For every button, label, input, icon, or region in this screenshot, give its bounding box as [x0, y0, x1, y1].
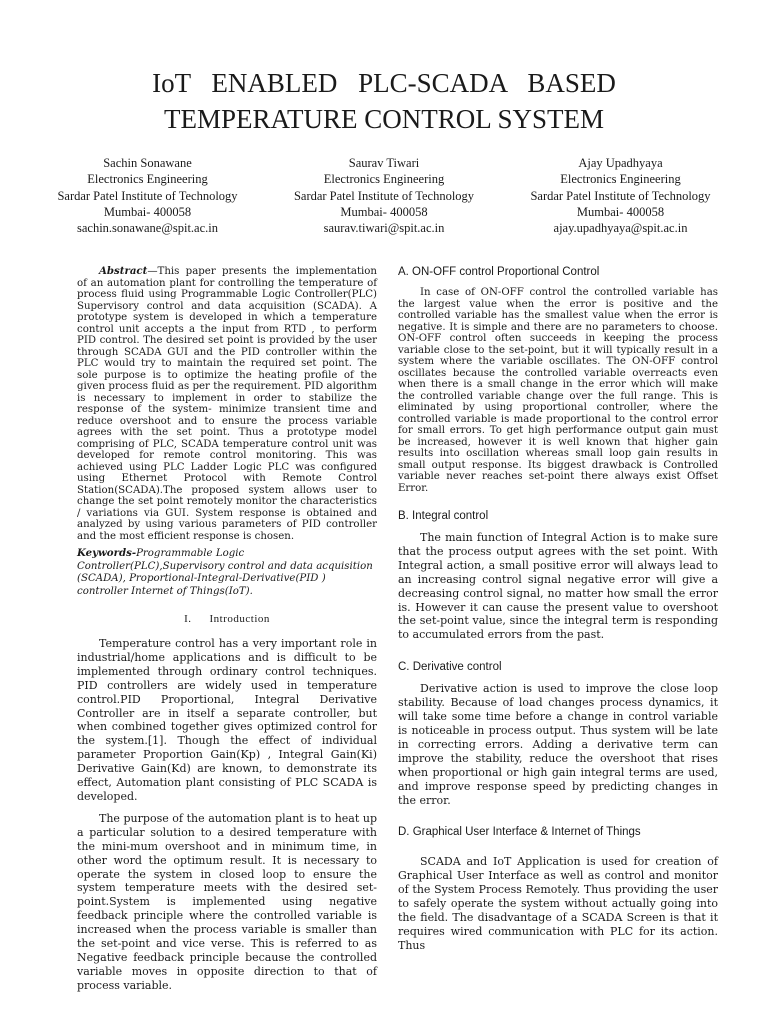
author-city: Mumbai- 400058	[103, 204, 192, 219]
author-city: Mumbai- 400058	[576, 204, 665, 219]
keywords	[77, 547, 377, 598]
author-department: Electronics Engineering	[323, 172, 445, 187]
subsection-heading-c: C. Derivative control	[398, 661, 502, 674]
left-column	[77, 266, 377, 993]
subsection-c-text: Derivative action is used to improve the close loop stability. Because of load changes process dynamics, it will take some time before a change in control variable is noticeable in process output. Thus system will be late in correcting errors. Adding a derivative term can improve the stability, reduce the overshoot that rises when proportional or high gain integral terms are used, and improve response speed by predicting changes in the error.	[398, 682, 718, 807]
right-column	[398, 266, 718, 953]
author-department: Electronics Engineering	[560, 172, 681, 187]
author-name: Saurav Tiwari	[348, 156, 420, 170]
subsection-b-text: The main function of Integral Action is to make sure that the process output agrees with the set point. With Integral action, a small positive error will always lead to an increasing control signal negative error will give a decreasing control signal, no matter how small the error is. However it can cause the present value to overshoot the set-point value, since the integral term is responding to accumulated errors from the past.	[398, 531, 718, 642]
section-title: Introduction	[209, 613, 270, 625]
subsection-heading-a: A. ON-OFF control Proportional Control	[398, 266, 600, 278]
subsection-d-text: SCADA and IoT Application is used for creation of Graphical User Interface as well as control and monitor of the System Process Remotely. Thus providing the user to safely operate the system without actually going into the field. The disadvantage of a SCADA Screen is that it requires wired communication with PLC for its action. Thus	[398, 855, 718, 952]
author-name: Sachin Sonawane	[103, 156, 192, 170]
author-email: sachin.sonawane@spit.ac.in	[77, 221, 218, 236]
author-name: Ajay Upadhyaya	[578, 156, 663, 170]
keywords-text: Programmable Logic Controller(PLC),Supervisory control and data acquisition (SCADA), Proportional-Integral-Derivative(PID ) controller Internet of Things(IoT).	[77, 548, 373, 597]
author-email: saurav.tiwari@spit.ac.in	[323, 221, 445, 236]
section-heading-introduction	[77, 613, 377, 625]
author-2	[277, 155, 492, 236]
author-3	[513, 155, 728, 236]
paper-title-line-1: IoT ENABLED PLC-SCADA BASED	[152, 68, 616, 98]
author-1	[40, 155, 255, 236]
keywords-label: Keywords-	[77, 547, 137, 559]
author-email: ajay.upadhyaya@spit.ac.in	[553, 221, 688, 236]
subsection-heading-b: B. Integral control	[398, 510, 489, 522]
author-institute: Sardar Patel Institute of Technology	[530, 188, 711, 203]
author-block	[40, 155, 728, 236]
author-institute: Sardar Patel Institute of Technology	[293, 188, 475, 203]
author-institute: Sardar Patel Institute of Technology	[57, 188, 238, 203]
abstract-text: This paper presents the implementation of an automation plant for controlling the temperature of process fluid using Programmable Logic Controller(PLC) Supervisory control and data acquisition (SCADA). A prototype system is developed in which a temperature control unit accepts a the input from RTD , to perform PID control. The desired set point is provided by the user through SCADA GUI and the PID controller within the PLC would try to maintain the required set point. The sole purpose is to optimize the heating profile of the given process fluid as per the requirement. PID algorithm is necessary to implement in order to stabilize the response of the system- minimize transient time and reduce overshoot and to ensure the process variable agrees with the set point. Thus a prototype model comprising of PLC, SCADA temperature control unit was developed for remote control monitoring. This was achieved using PLC Ladder Logic PLC was configured using Ethernet Protocol with Remote Control Station(SCADA).The proposed system allows user to change the set point remotely monitor the characteristics / variations via GUI. System response is obtained and analyzed by using various parameters of PID controller and the most efficient response is chosen.	[77, 266, 377, 542]
paper-title-line-2: TEMPERATURE CONTROL SYSTEM	[163, 104, 605, 134]
author-city: Mumbai- 400058	[340, 204, 428, 219]
section-number: I.	[184, 613, 192, 625]
author-department: Electronics Engineering	[87, 172, 208, 187]
abstract-label: Abstract	[99, 265, 148, 277]
intro-paragraph-2: The purpose of the automation plant is to heat up a particular solution to a desired temperature with the mini-mum overshoot and in minimum time, in other word the optimum result. It is necessary to operate the system in closed loop to ensure the system temperature meets with the desired set-point.System is implemented using negative feedback principle where the controlled variable is increased when the process variable is smaller than the set-point and vice verse. This is referred to as Negative feedback principle because the controlled variable moves in opposite direction to that of process variable.	[77, 811, 377, 992]
abstract-dash: —	[147, 266, 158, 277]
abstract	[77, 266, 377, 542]
subsection-heading-d: D. Graphical User Interface & Internet of Things	[398, 826, 641, 839]
intro-paragraph-1: Temperature control has a very important role in industrial/home applications and is difficult to be implemented through ordinary control techniques. PID controllers are widely used in temperature control.PID Proportional, Integral Derivative Controller are in itself a separate controller, but when combined together gives optimized control for the system.[1]. Though the effect of individual parameter Proportion Gain(Kp) , Integral Gain(Ki) Derivative Gain(Kd) are known, to demonstrate its effect, Automation plant consisting of PLC SCADA is developed.	[77, 637, 377, 803]
subsection-a-text: In case of ON-OFF control the controlled variable has the largest value when the error is positive and the controlled variable has the smallest value when the error is negative. It is simple and there are no parameters to choose. ON-OFF control often succeeds in keeping the process variable close to the set-point, but it will typically result in a system where the variable oscillates. The ON-OFF control oscillates because the controlled variable overreacts even when there is a small change in the error which will make the controlled variable change over the full range. This is eliminated by using proportional controller, where the controlled variable is made proportional to the control error for small errors. To get high performance output gain must be increased, however it is well known that higher gain results into oscillation whereas small loop gain results in small output response. Its biggest drawback is Controlled variable never reaches set-point there always exist Offset Error.	[398, 287, 718, 494]
